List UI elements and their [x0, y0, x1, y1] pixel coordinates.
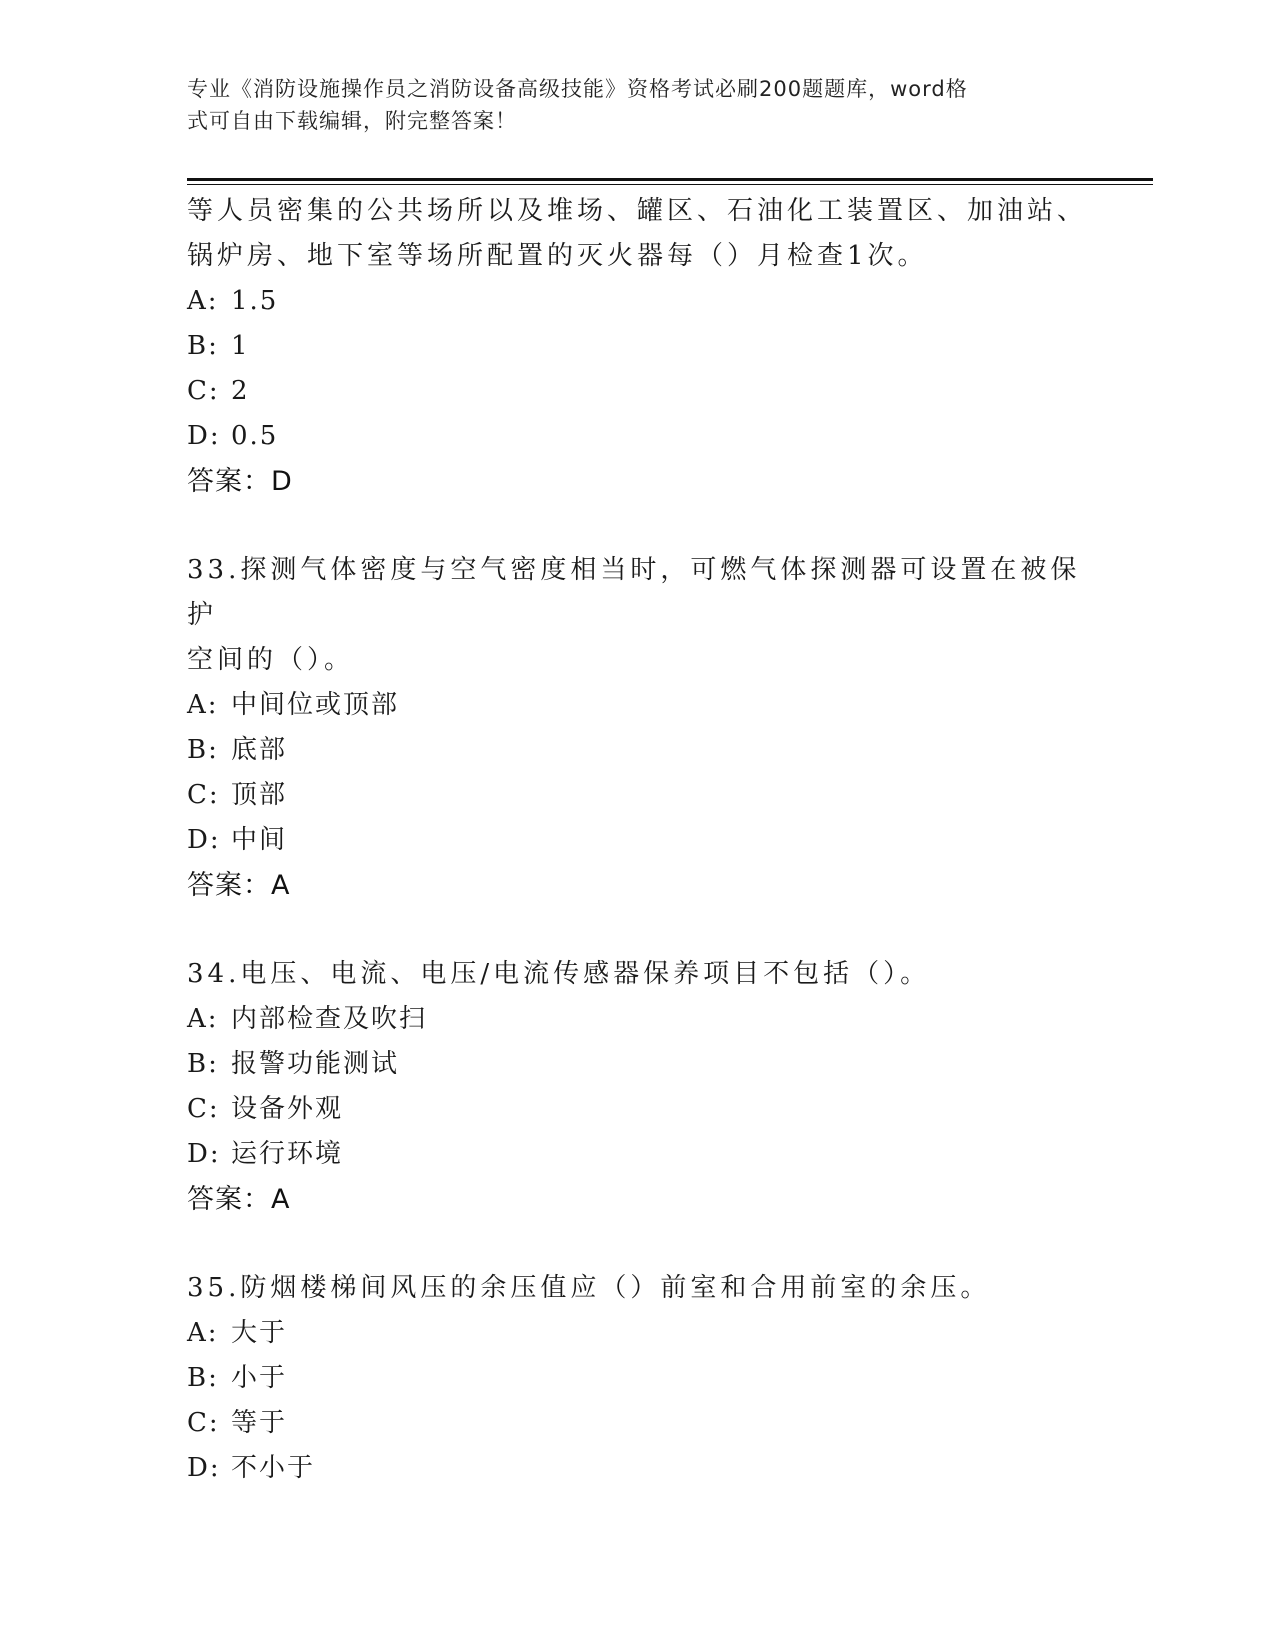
option-label: B: — [187, 1049, 219, 1079]
option-label: D: — [187, 825, 221, 855]
option-c — [187, 1401, 1087, 1446]
option-b — [187, 728, 1087, 773]
option-text: 设备外观 — [231, 1094, 344, 1124]
option-label: D: — [187, 421, 221, 451]
question-text-line: 等人员密集的公共场所以及堆场、罐区、石油化工装置区、加油站、 — [187, 196, 1088, 226]
option-d — [187, 414, 1087, 459]
option-label: A: — [187, 690, 219, 720]
answer-line: 答案：A — [187, 1184, 291, 1215]
option-text: 内部检查及吹扫 — [231, 1004, 428, 1034]
document-header — [187, 73, 1067, 137]
option-label: B: — [187, 1363, 219, 1393]
question-32 — [187, 189, 1087, 504]
option-d — [187, 818, 1087, 863]
option-text: 0.5 — [231, 421, 279, 451]
option-label: A: — [187, 286, 219, 316]
option-a — [187, 997, 1087, 1042]
option-text: 运行环境 — [231, 1139, 344, 1169]
option-text: 顶部 — [231, 780, 288, 810]
question-34 — [187, 952, 1087, 1222]
question-text-line: 33.探测气体密度与空气密度相当时，可燃气体探测器可设置在被保护 — [187, 555, 1081, 630]
option-d — [187, 1446, 1087, 1491]
header-line-1: 专业《消防设施操作员之消防设备高级技能》资格考试必刷200题题库，word格 — [187, 77, 968, 101]
option-b — [187, 1042, 1087, 1087]
option-text: 1 — [231, 331, 250, 361]
option-text: 报警功能测试 — [231, 1049, 400, 1079]
header-divider-thin — [187, 184, 1153, 185]
option-text: 底部 — [231, 735, 288, 765]
option-a — [187, 279, 1087, 324]
option-d — [187, 1132, 1087, 1177]
option-a — [187, 683, 1087, 728]
option-text: 不小于 — [231, 1453, 316, 1483]
option-c — [187, 773, 1087, 818]
answer-line: 答案：D — [187, 466, 293, 497]
option-text: 1.5 — [231, 286, 279, 316]
option-text: 中间位或顶部 — [231, 690, 400, 720]
option-label: A: — [187, 1318, 219, 1348]
question-list — [187, 189, 1087, 1535]
option-label: B: — [187, 331, 219, 361]
question-text-line: 锅炉房、地下室等场所配置的灭火器每（）月检查1次。 — [187, 241, 928, 271]
header-divider-thick — [187, 178, 1153, 181]
option-text: 中间 — [231, 825, 288, 855]
option-label: C: — [187, 1408, 220, 1438]
option-text: 2 — [231, 376, 250, 406]
question-35 — [187, 1266, 1087, 1491]
question-33 — [187, 548, 1087, 908]
option-text: 小于 — [231, 1363, 288, 1393]
option-label: C: — [187, 780, 220, 810]
answer-line: 答案：A — [187, 870, 291, 901]
option-label: B: — [187, 735, 219, 765]
question-text-line: 34.电压、电流、电压/电流传感器保养项目不包括（）。 — [187, 959, 931, 989]
option-label: A: — [187, 1004, 219, 1034]
question-text-line: 35.防烟楼梯间风压的余压值应（）前室和合用前室的余压。 — [187, 1273, 991, 1303]
option-label: C: — [187, 376, 220, 406]
option-a — [187, 1311, 1087, 1356]
option-text: 大于 — [231, 1318, 288, 1348]
option-label: C: — [187, 1094, 220, 1124]
header-line-2: 式可自由下载编辑，附完整答案！ — [187, 109, 517, 133]
option-c — [187, 369, 1087, 414]
option-b — [187, 1356, 1087, 1401]
option-label: D: — [187, 1139, 221, 1169]
option-b — [187, 324, 1087, 369]
option-text: 等于 — [231, 1408, 288, 1438]
question-text-line: 空间的（）。 — [187, 645, 355, 675]
option-label: D: — [187, 1453, 221, 1483]
option-c — [187, 1087, 1087, 1132]
